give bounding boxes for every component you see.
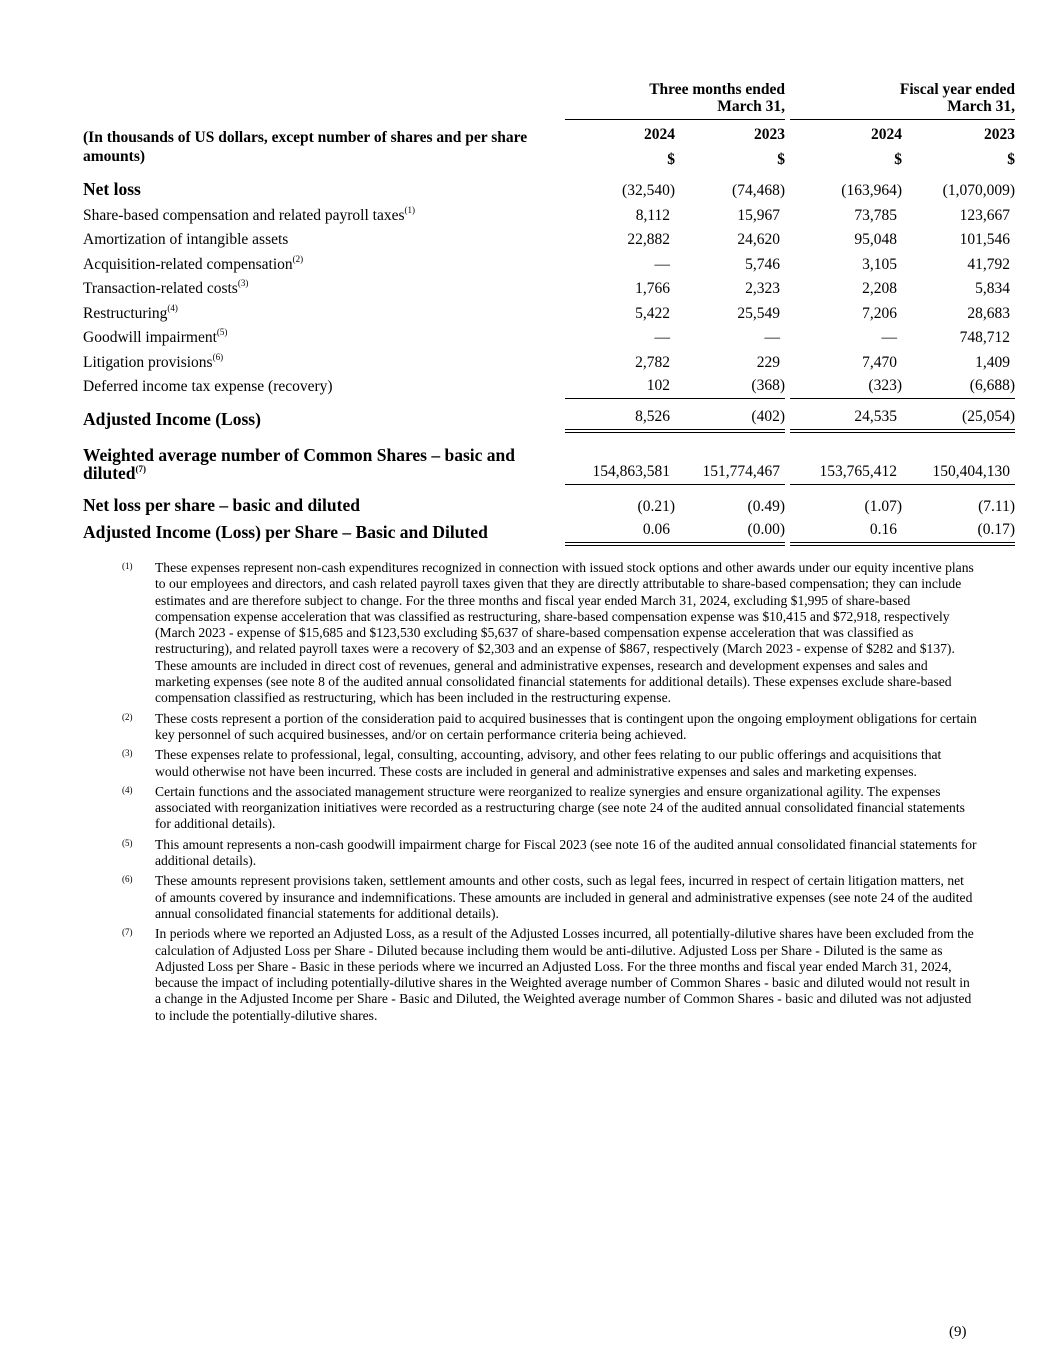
value-cell: 101,546 [959,231,1010,248]
row-label: Share-based compensation and related payroll taxes [83,206,405,224]
value-cell: (0.17) [902,519,1015,546]
footnote-text: This amount represents a non-cash goodwill impairment charge for Fiscal 2023 (see note 16 of the audited annual consolidated financial statements for additional details). [155,836,977,869]
value-cell: (323) [790,375,902,400]
footnote [122,747,977,780]
row-label: Adjusted Income (Loss) [83,409,261,429]
currency-header: $ [1007,151,1015,168]
value-cell: 15,967 [737,206,780,224]
value-cell: — [654,255,670,273]
footnote-ref: (6) [212,351,224,362]
footnote-number: (3) [122,748,133,759]
value-cell: 153,765,412 [790,433,902,485]
value-cell: 24,620 [737,231,780,248]
value-cell: 41,792 [967,255,1010,273]
row-label: Weighted average number of Common Shares – basic and diluted [83,445,516,483]
row-label: Restructuring [83,304,168,322]
footnote-text: Certain functions and the associated management structure were reorganized to realize synergies and ensure organizational agility. The expenses associated with reorganization initiatives were recorded as a restructuring charge (see note 24 of the audited annual consolidated financial statements for additional details). [155,783,965,832]
value-cell: 150,404,130 [902,433,1015,485]
row-label: Adjusted Income (Loss) per Share – Basic and Diluted [83,522,488,542]
value-cell: 0.06 [565,519,675,546]
value-cell: 7,206 [862,304,897,322]
year-header: 2024 [871,126,902,143]
value-cell: (32,540) [622,182,675,199]
value-cell: 748,712 [959,329,1010,346]
value-cell: — [881,329,897,346]
footnote [122,560,977,707]
value-cell: 7,470 [862,353,897,371]
footnotes [122,560,977,1028]
table-row [83,228,1015,253]
row-label: Transaction-related costs [83,280,238,297]
page-number: (9) [949,1324,967,1340]
value-cell: 8,526 [565,399,675,433]
value-cell: 5,746 [745,255,780,273]
three-months-header: Three months ended March 31, [565,78,785,120]
footnote-ref: (7) [135,464,147,474]
value-cell: (6,688) [902,375,1015,400]
value-cell: (1.07) [864,498,902,515]
value-cell: — [654,329,670,346]
value-cell: 102 [565,375,675,400]
footnote [122,837,977,870]
value-cell: 95,048 [854,231,897,248]
value-cell: 123,667 [959,206,1010,224]
value-cell: (368) [675,375,785,400]
table-row [83,350,1015,375]
table-row [83,433,1015,485]
fiscal-year-header: Fiscal year ended March 31, [790,78,1015,120]
footnote-number: (7) [122,927,133,938]
table-row [83,399,1015,433]
footnote-text: These expenses relate to professional, legal, consulting, accounting, advisory, and other fees relating to our public offerings and acquisitions that would otherwise not have been incurred. These costs are included in general and administrative expenses and sales and marketing expenses. [155,747,942,779]
row-label: Acquisition-related compensation [83,255,293,273]
footnote-ref: (5) [216,327,228,337]
footnote [122,926,977,1024]
row-label: Net loss [83,179,141,199]
table-row [83,252,1015,277]
value-cell: — [764,329,780,346]
footnote-text: In periods where we reported an Adjusted Loss, as a result of the Adjusted Losses incurred, all potentially-dilutive shares have been excluded from the calculation of Adjusted Loss per Share - Diluted because including them would be anti-dilutive. Adjusted Loss per Share - Diluted is the same as Adjusted Loss per Share - Basic in these periods where we incurred an Adjusted Loss. For the three months and fiscal year ended March 31, 2024, because the impact of including potentially-dilutive shares in the Weighted average number of Common Shares - basic and diluted would not result in a change in the Adjusted Income per Share - Basic and Diluted, the Weighted average number of Common Shares - basic and diluted was not adjusted to include the potentially-dilutive shares. [155,926,974,1023]
value-cell: (0.00) [675,519,785,546]
table-row [83,277,1015,302]
value-cell: 2,323 [745,280,780,297]
year-header: 2023 [754,126,785,143]
row-label: Net loss per share – basic and diluted [83,495,360,515]
footnote-text: These amounts represent provisions taken, settlement amounts and other costs, such as legal fees, incurred in respect of certain litigation matters, net of amounts covered by insurance and indemnifications. These amounts are included in general and administrative expenses (see note 24 of the audited annual consolidated financial statements for additional details). [155,873,973,921]
value-cell: (0.49) [747,498,785,515]
footnote-number: (6) [122,874,133,885]
table-row [83,203,1015,228]
currency-header: $ [777,151,785,168]
value-cell: 3,105 [862,255,897,273]
value-cell: 22,882 [627,231,670,248]
table-row [83,169,1015,203]
row-label: Deferred income tax expense (recovery) [83,378,333,395]
footnote-number: (2) [122,711,133,722]
value-cell: 73,785 [854,206,897,224]
footnote [122,711,977,744]
value-cell: 5,834 [975,280,1010,297]
value-cell: 25,549 [737,304,780,322]
row-label: Amortization of intangible assets [83,231,289,248]
adjusted-income-reconciliation-table [83,78,1015,546]
value-cell: 229 [756,353,780,371]
value-cell: (25,054) [902,399,1015,433]
value-cell: 1,409 [975,353,1010,371]
footnote-number: (1) [122,561,133,571]
table-row [83,485,1015,519]
value-cell: 28,683 [967,304,1010,322]
value-cell: 24,535 [790,399,902,433]
footnote-number: (4) [122,784,133,795]
value-cell: (0.21) [637,498,675,515]
row-label: Goodwill impairment [83,329,217,346]
value-cell: (7.11) [978,498,1015,515]
value-cell: 1,766 [635,280,670,297]
value-cell: 2,782 [635,353,670,371]
footnote-ref: (3) [237,278,249,288]
table-row [83,301,1015,326]
value-cell: (163,964) [841,182,902,199]
year-header: 2023 [984,126,1015,143]
footnote [122,784,977,833]
footnote-ref: (4) [167,302,178,313]
table-row [83,326,1015,351]
value-cell: 0.16 [790,519,902,546]
value-cell: 8,112 [635,206,670,224]
value-cell: 5,422 [635,304,670,322]
currency-header: $ [667,151,675,168]
year-header: 2024 [644,126,675,143]
value-cell: (402) [675,399,785,433]
footnote-ref: (2) [292,253,304,264]
footnote-text: These costs represent a portion of the consideration paid to acquired businesses that is contingent upon the ongoing employment obligations for certain key personnel of such acquired businesses, and/or on certain performance criteria being achieved. [155,710,977,742]
value-cell: 2,208 [862,280,897,297]
value-cell: (1,070,009) [942,182,1015,199]
footnote-ref: (1) [404,204,416,215]
value-cell: 154,863,581 [565,433,675,485]
table-row [83,375,1015,400]
currency-header: $ [894,151,902,168]
footnote-number: (5) [122,837,133,848]
value-cell: (74,468) [732,182,785,199]
table-row [83,519,1015,546]
value-cell: 151,774,467 [675,433,785,485]
footnote-text: These expenses represent non-cash expenditures recognized in connection with issued stock options and other awards under our equity incentive plans to our employees and directors, and cash related payroll taxes given that they are directly attributable to share-based compensation; they can include estimates and are therefore subject to change. For the three months and fiscal year ended March 31, 2024, excluding $1,995 of share-based compensation expense acceleration that was classified as restructuring, share-based compensation expense was $10,415 and $72,918, respectively (March 2023 - expense of $15,685 and $123,530 excluding $5,637 of share-based compensation expense acceleration that was classified as restructuring), and related payroll taxes were a recovery of $2,303 and an expense of $867, respectively (March 2023 - expense of $282 and $137). These amounts are included in direct cost of revenues, general and administrative expenses, research and development expenses and sales and marketing expenses (see note 8 of the audited annual consolidated financial statements for additional details). These expenses exclude share-based compensation classified as restructuring, which has been included in the restructuring expense. [155,560,974,706]
footnote [122,873,977,922]
row-label: Litigation provisions [83,353,213,371]
units-label: (In thousands of US dollars, except number of shares and per share amounts) [83,129,528,165]
